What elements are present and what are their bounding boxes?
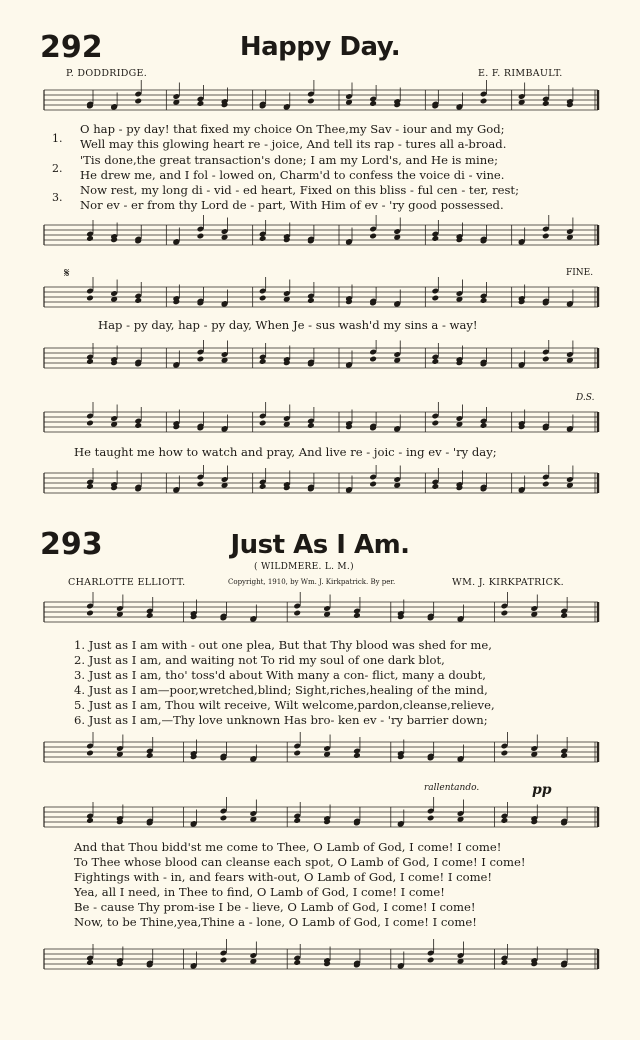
lyric-line: 3. Just as I am, tho' toss'd about With many a con- flict, many a doubt, [74, 668, 486, 682]
lyricist-credit: P. DODDRIDGE. [66, 68, 148, 79]
lyric-line: 2. Just as I am, and waiting not To rid my soul of one dark blot, [74, 653, 445, 667]
treble-staff [0, 400, 640, 450]
hymn-title: Just As I Am. [230, 530, 410, 560]
copyright-notice: Copyright, 1910, by Wm. J. Kirkpatrick. By per. [228, 578, 396, 586]
refrain-line: Hap - py day, hap - py day, When Je - sus wash'd my sins a - way! [98, 318, 478, 332]
hymn-title: Happy Day. [239, 32, 401, 62]
bass-staff [0, 465, 640, 515]
lyric-line: O hap - py day! that fixed my choice On Thee,my Sav - iour and my God; [80, 122, 505, 136]
lyric-line: Fightings with - in, and fears with-out, O Lamb of God, I come! I come! [74, 870, 493, 884]
bass-staff [0, 340, 640, 390]
rallentando-mark: rallentando. [424, 783, 480, 793]
lyric-line: Now, to be Thine,yea,Thine a - lone, O Lamb of God, I come! I come! [74, 915, 477, 929]
pianissimo-mark: pp [532, 782, 552, 798]
lyric-line: 5. Just as I am, Thou wilt receive, Wilt welcome,pardon,cleanse,relieve, [74, 698, 495, 712]
lyric-line: 1. Just as I am with - out one plea, But that Thy blood was shed for me, [74, 638, 492, 652]
verse-number: 3. [52, 191, 63, 204]
composer-credit: E. F. RIMBAULT. [478, 68, 563, 79]
lyric-line: Be - cause Thy prom-ise I be - lieve, O Lamb of God, I come! I come! [74, 900, 476, 914]
bass-staff [0, 730, 640, 785]
lyric-line: He drew me, and I fol - lowed on, Charm'd to confess the voice di - vine. [80, 168, 505, 182]
lyric-line: 'Tis done,the great transaction's done; I am my Lord's, and He is mine; [80, 153, 498, 167]
hymn-number: 292 [40, 30, 103, 65]
lyric-line: Now rest, my long di - vid - ed heart, Fixed on this bliss - ful cen - ter, rest; [80, 183, 519, 197]
lyric-line: Nor ev - er from thy Lord de - part, With Him of ev - 'ry good possessed. [80, 198, 504, 212]
lyric-line: 4. Just as I am—poor,wretched,blind; Sight,riches,healing of the mind, [74, 683, 488, 697]
tune-name: ( WILDMERE. L. M.) [254, 562, 354, 572]
composer-credit: WM. J. KIRKPATRICK. [452, 577, 564, 588]
bass-staff [0, 935, 640, 990]
bridge-line: He taught me how to watch and pray, And live re - joic - ing ev - 'ry day; [74, 445, 497, 459]
verse-number: 2. [52, 162, 63, 175]
segno-mark: 𝄋 [64, 266, 70, 281]
bass-staff [0, 215, 640, 265]
ds-mark: D.S. [576, 393, 595, 403]
lyric-line: Yea, all I need, in Thee to find, O Lamb of God, I come! I come! [74, 885, 445, 899]
verse-number: 1. [52, 132, 63, 145]
hymn-number: 293 [40, 527, 103, 562]
treble-staff [0, 590, 640, 640]
lyric-line: 6. Just as I am,—Thy love unknown Has bro- ken ev - 'ry barrier down; [74, 713, 488, 727]
fine-mark: FINE. [566, 268, 594, 278]
lyric-line: And that Thou bidd'st me come to Thee, O Lamb of God, I come! I come! [74, 840, 502, 854]
treble-staff [0, 795, 640, 845]
lyricist-credit: CHARLOTTE ELLIOTT. [68, 577, 186, 588]
lyric-line: To Thee whose blood can cleanse each spot, O Lamb of God, I come! I come! [74, 855, 526, 869]
lyric-line: Well may this glowing heart re - joice, And tell its rap - tures all a-broad. [80, 137, 507, 151]
